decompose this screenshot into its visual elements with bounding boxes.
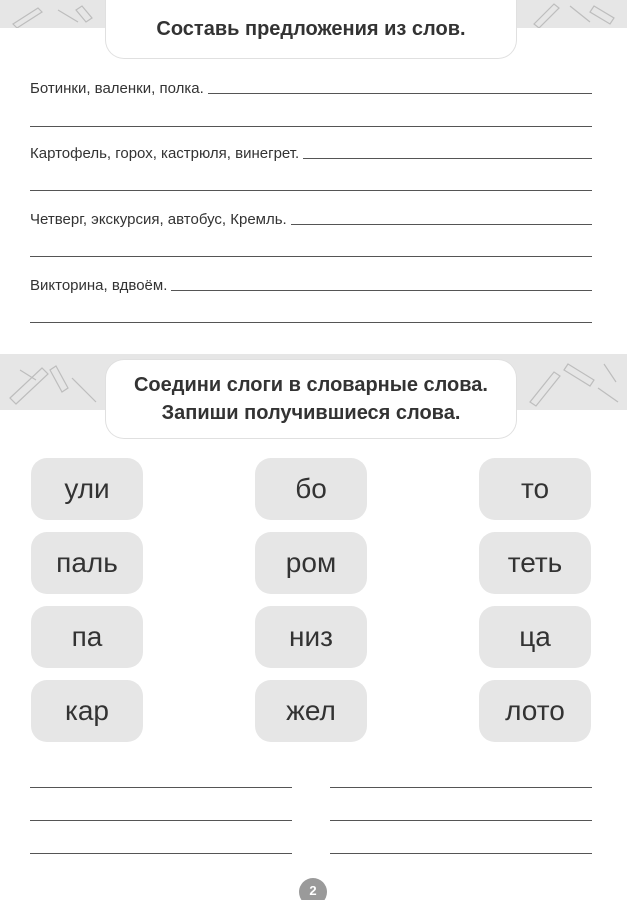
pencil-doodle-icon (6, 358, 102, 408)
answer-line[interactable] (171, 290, 592, 291)
sentence-prompt: Викторина, вдвоём. (30, 277, 168, 294)
answer-line[interactable] (30, 322, 592, 323)
pencil-doodle-icon (524, 358, 624, 408)
answer-line[interactable] (208, 93, 592, 94)
syllable-card[interactable]: ца (479, 606, 591, 668)
answer-line[interactable] (30, 820, 292, 821)
pencil-doodle-icon (530, 2, 620, 28)
syllable-card[interactable]: кар (31, 680, 143, 742)
answer-line[interactable] (30, 126, 592, 127)
section2-title (106, 360, 516, 438)
answer-line[interactable] (330, 853, 592, 854)
syllable-card[interactable]: паль (31, 532, 143, 594)
section1-title-text: Составь предложения из слов. (156, 17, 466, 40)
sentence-prompt-row (30, 277, 592, 294)
syllable-card[interactable]: па (31, 606, 143, 668)
sentence-prompt: Картофель, горох, кастрюля, винегрет. (30, 145, 300, 162)
syllable-card[interactable]: лото (479, 680, 591, 742)
sentence-prompt-row (30, 211, 592, 228)
section2-title-line1: Соедини слоги в словарные слова. (133, 374, 488, 396)
syllable-card[interactable]: ули (31, 458, 143, 520)
syllable-card[interactable]: низ (255, 606, 367, 668)
sentence-prompt-row (30, 145, 592, 162)
page-number-badge (299, 878, 327, 900)
syllable-card[interactable]: бо (255, 458, 367, 520)
sentence-prompt: Ботинки, валенки, полка. (30, 80, 204, 97)
answer-line[interactable] (291, 224, 592, 225)
syllable-card[interactable]: ром (255, 532, 367, 594)
answer-line[interactable] (330, 820, 592, 821)
answer-line[interactable] (30, 787, 292, 788)
sentence-prompt-row (30, 80, 592, 97)
syllable-card[interactable]: то (479, 458, 591, 520)
answer-line[interactable] (330, 787, 592, 788)
section1-title (106, 0, 516, 58)
sentence-prompt: Четверг, экскурсия, автобус, Кремль. (30, 211, 287, 228)
syllable-card[interactable]: теть (479, 532, 591, 594)
answer-line[interactable] (30, 256, 592, 257)
pencil-doodle-icon (8, 4, 98, 28)
section2-title-line2: Запиши получившиеся слова. (161, 402, 461, 424)
answer-line[interactable] (303, 158, 592, 159)
syllable-card[interactable]: жел (255, 680, 367, 742)
page-number: 2 (309, 883, 317, 898)
answer-line[interactable] (30, 190, 592, 191)
answer-line[interactable] (30, 853, 292, 854)
